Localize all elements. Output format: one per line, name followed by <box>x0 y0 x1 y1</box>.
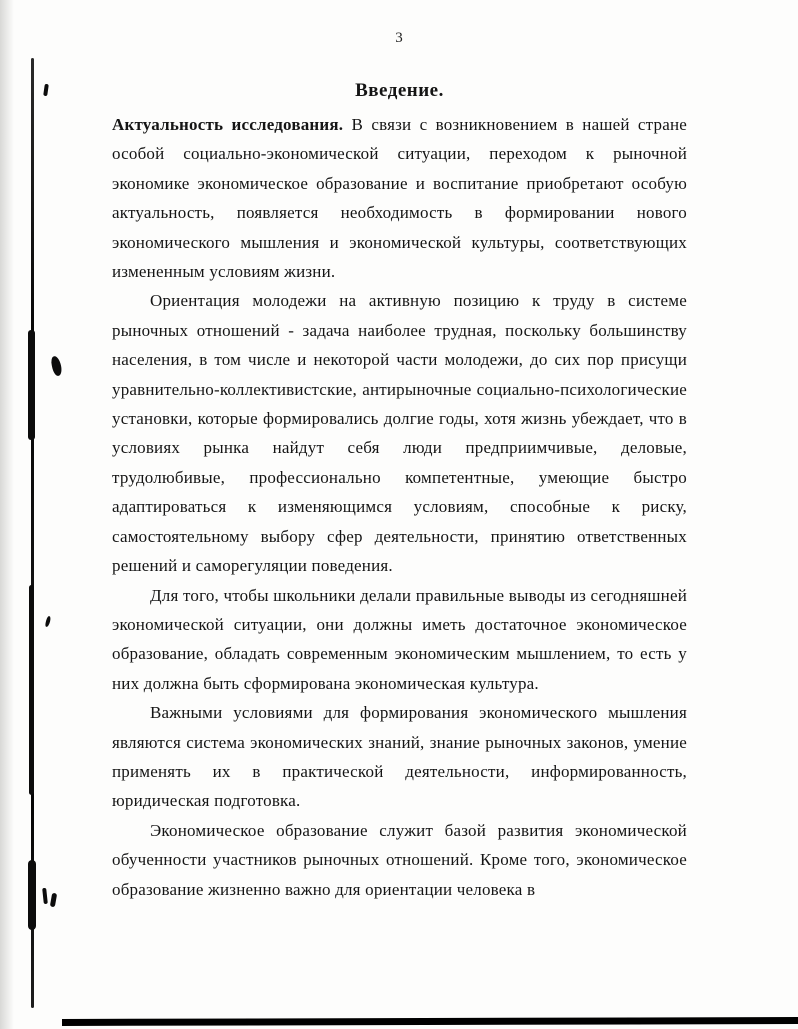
scan-binding-smudge <box>28 860 36 930</box>
paragraph: Актуальность исследования. В связи с возникновением в нашей стране особой социально-экономической ситуации, переходом к рыночной экономике экономическое образование и воспитание приобретают особую актуальность, появляется необходимость в формировании нового экономического мышления и экономической культуры, соответствующих измененным условиям жизни. <box>112 115 688 282</box>
scan-binding-smudge <box>28 330 35 440</box>
scan-speck <box>43 84 49 96</box>
page-edge-shadow <box>0 0 14 1029</box>
scan-speck <box>45 616 52 628</box>
section-heading: Введение. <box>355 80 444 101</box>
scanner-bottom-bar <box>62 1017 798 1026</box>
scan-binding-smudge <box>29 585 34 795</box>
text-block <box>112 80 687 904</box>
scan-speck <box>50 355 63 376</box>
paragraph: Экономическое образование служит базой развития экономической обученности участников рыночных отношений. Кроме того, экономическое образование жизненно важно для ориентации человека в <box>112 820 687 899</box>
paragraph: Для того, чтобы школьники делали правильные выводы из сегодняшней экономической ситуации, они должны иметь достаточное экономическое образование, обладать современным экономическим мышлением, то есть у них должна быть сформирована экономическая культура. <box>112 585 687 693</box>
scan-speck <box>50 893 57 908</box>
paragraph-bold-lead: Актуальность исследования. <box>112 115 352 134</box>
document-body <box>112 110 687 904</box>
paragraph: Ориентация молодежи на активную позицию к труду в системе рыночных отношений - задача наиболее трудная, поскольку большинству населения, в том числе и некоторой части молодежи, до сих пор присущи уравнительно-коллективистские, антирыночные социально-психологические установки, которые формировались долгие годы, хотя жизнь убеждает, что в условиях рынка найдут себя люди предприимчивые, деловые, трудолюбивые, профессионально компетентные, умеющие быстро адаптироваться к изменяющимся условиям, способные к риску, самостоятельному выбору сфер деятельности, принятию ответственных решений и саморегуляции поведения. <box>112 291 687 576</box>
paragraph: Важными условиями для формирования экономического мышления являются система экономических знаний, знание рыночных законов, умение применять их в практической деятельности, информированность, юридическая подготовка. <box>112 703 687 811</box>
page-number: 3 <box>395 30 403 46</box>
scan-speck <box>42 888 48 904</box>
